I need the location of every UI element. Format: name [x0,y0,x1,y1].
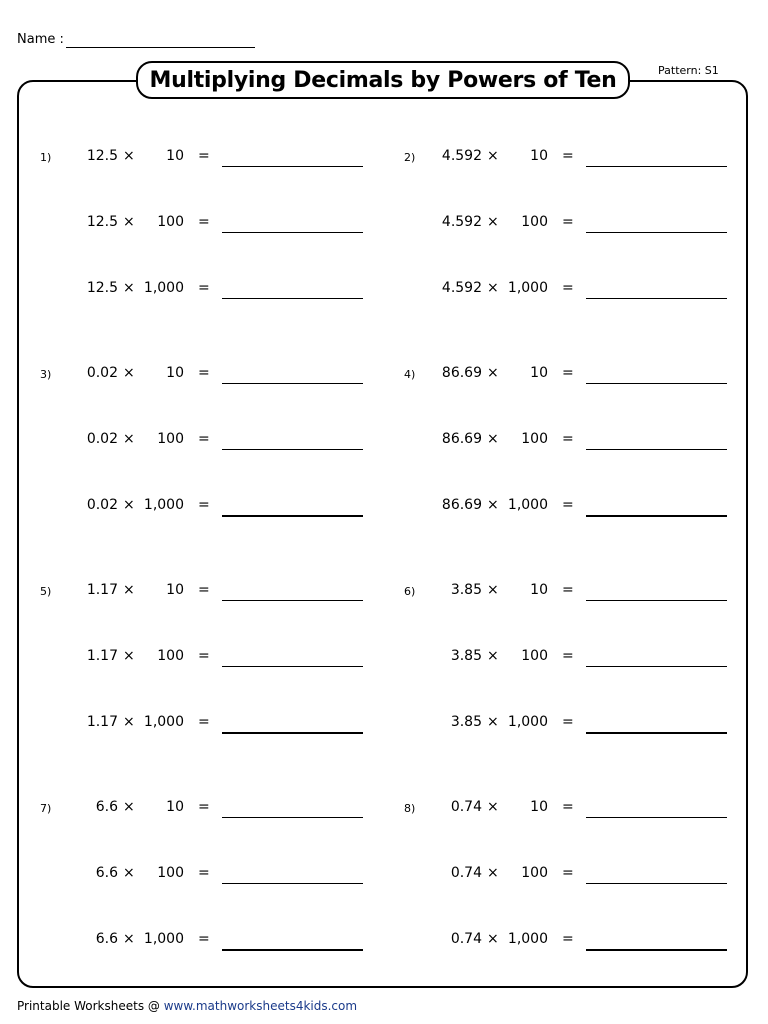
equals-sign: = [198,714,210,730]
power-of-ten: 10 [166,799,184,815]
equals-sign: = [562,497,574,513]
power-of-ten: 1,000 [507,931,548,947]
multiplicand: 4.592 [441,214,482,230]
answer-blank[interactable] [222,166,363,167]
power-of-ten: 100 [157,865,184,881]
problem-number: 3) [40,368,52,381]
multiplicand: 3.85 [450,714,482,730]
answer-blank[interactable] [586,383,727,384]
power-of-ten: 1,000 [143,931,184,947]
multiplicand: 12.5 [86,214,118,230]
multiplicand: 0.74 [450,865,482,881]
answer-blank[interactable] [586,166,727,167]
worksheet-title: Multiplying Decimals by Powers of Ten [136,61,630,99]
power-of-ten: 10 [530,148,548,164]
power-of-ten: 100 [521,431,548,447]
answer-blank[interactable] [222,817,363,818]
multiply-sign: × [487,148,499,164]
multiplicand: 4.592 [441,148,482,164]
multiply-sign: × [123,865,135,881]
power-of-ten: 1,000 [143,714,184,730]
answer-blank[interactable] [222,600,363,601]
multiply-sign: × [123,714,135,730]
multiplicand: 3.85 [450,582,482,598]
equals-sign: = [562,931,574,947]
problem-number: 4) [404,368,416,381]
multiplicand: 86.69 [441,365,482,381]
multiply-sign: × [487,714,499,730]
problem-number: 7) [40,802,52,815]
answer-blank[interactable] [222,383,363,384]
equals-sign: = [198,148,210,164]
answer-blank[interactable] [222,732,363,734]
answer-blank[interactable] [586,817,727,818]
answer-blank[interactable] [586,949,727,951]
footer-text: Printable Worksheets @ [17,999,164,1013]
problem-number: 6) [404,585,416,598]
equals-sign: = [198,582,210,598]
problem-number: 5) [40,585,52,598]
equals-sign: = [198,799,210,815]
equals-sign: = [562,865,574,881]
equals-sign: = [198,280,210,296]
multiplicand: 0.02 [86,431,118,447]
equals-sign: = [562,714,574,730]
power-of-ten: 10 [530,799,548,815]
multiplicand: 0.74 [450,799,482,815]
power-of-ten: 10 [166,365,184,381]
multiply-sign: × [487,497,499,513]
name-field-line[interactable] [66,47,255,48]
multiply-sign: × [487,865,499,881]
power-of-ten: 10 [166,582,184,598]
power-of-ten: 1,000 [507,280,548,296]
equals-sign: = [198,648,210,664]
answer-blank[interactable] [222,298,363,299]
equals-sign: = [198,214,210,230]
answer-blank[interactable] [586,600,727,601]
multiply-sign: × [487,365,499,381]
answer-blank[interactable] [586,515,727,517]
power-of-ten: 10 [530,582,548,598]
answer-blank[interactable] [586,883,727,884]
multiplicand: 1.17 [86,648,118,664]
multiplicand: 12.5 [86,280,118,296]
multiplicand: 1.17 [86,714,118,730]
power-of-ten: 10 [530,365,548,381]
equals-sign: = [562,648,574,664]
power-of-ten: 1,000 [143,280,184,296]
equals-sign: = [562,799,574,815]
multiply-sign: × [123,648,135,664]
power-of-ten: 100 [157,431,184,447]
equals-sign: = [562,280,574,296]
multiplicand: 86.69 [441,497,482,513]
answer-blank[interactable] [586,232,727,233]
problem-number: 2) [404,151,416,164]
answer-blank[interactable] [222,666,363,667]
problem-number: 1) [40,151,52,164]
name-label: Name : [17,32,64,47]
multiplicand: 6.6 [95,799,118,815]
multiply-sign: × [123,497,135,513]
power-of-ten: 100 [521,648,548,664]
multiply-sign: × [487,280,499,296]
answer-blank[interactable] [222,515,363,517]
answer-blank[interactable] [586,298,727,299]
multiplicand: 6.6 [95,865,118,881]
equals-sign: = [198,497,210,513]
multiplicand: 3.85 [450,648,482,664]
multiply-sign: × [123,148,135,164]
equals-sign: = [562,431,574,447]
multiplicand: 0.02 [86,497,118,513]
footer [17,999,357,1013]
power-of-ten: 1,000 [143,497,184,513]
multiply-sign: × [123,365,135,381]
multiplicand: 0.74 [450,931,482,947]
multiply-sign: × [487,799,499,815]
power-of-ten: 100 [157,648,184,664]
multiply-sign: × [487,431,499,447]
equals-sign: = [198,365,210,381]
multiply-sign: × [123,799,135,815]
multiply-sign: × [487,214,499,230]
power-of-ten: 1,000 [507,714,548,730]
power-of-ten: 100 [521,214,548,230]
power-of-ten: 1,000 [507,497,548,513]
answer-blank[interactable] [586,666,727,667]
multiplicand: 12.5 [86,148,118,164]
equals-sign: = [562,214,574,230]
multiply-sign: × [123,582,135,598]
footer-link[interactable]: www.mathworksheets4kids.com [163,999,358,1013]
equals-sign: = [198,431,210,447]
multiplicand: 1.17 [86,582,118,598]
multiply-sign: × [487,931,499,947]
equals-sign: = [198,865,210,881]
multiply-sign: × [123,280,135,296]
answer-blank[interactable] [222,449,363,450]
equals-sign: = [562,148,574,164]
equals-sign: = [198,931,210,947]
answer-blank[interactable] [222,232,363,233]
answer-blank[interactable] [222,883,363,884]
multiply-sign: × [487,648,499,664]
answer-blank[interactable] [586,732,727,734]
power-of-ten: 10 [166,148,184,164]
multiply-sign: × [123,931,135,947]
equals-sign: = [562,582,574,598]
answer-blank[interactable] [586,449,727,450]
pattern-label: Pattern: S1 [658,64,719,77]
multiply-sign: × [123,214,135,230]
problem-number: 8) [404,802,416,815]
multiply-sign: × [123,431,135,447]
multiplicand: 6.6 [95,931,118,947]
answer-blank[interactable] [222,949,363,951]
power-of-ten: 100 [157,214,184,230]
power-of-ten: 100 [521,865,548,881]
multiplicand: 86.69 [441,431,482,447]
multiply-sign: × [487,582,499,598]
multiplicand: 4.592 [441,280,482,296]
equals-sign: = [562,365,574,381]
multiplicand: 0.02 [86,365,118,381]
